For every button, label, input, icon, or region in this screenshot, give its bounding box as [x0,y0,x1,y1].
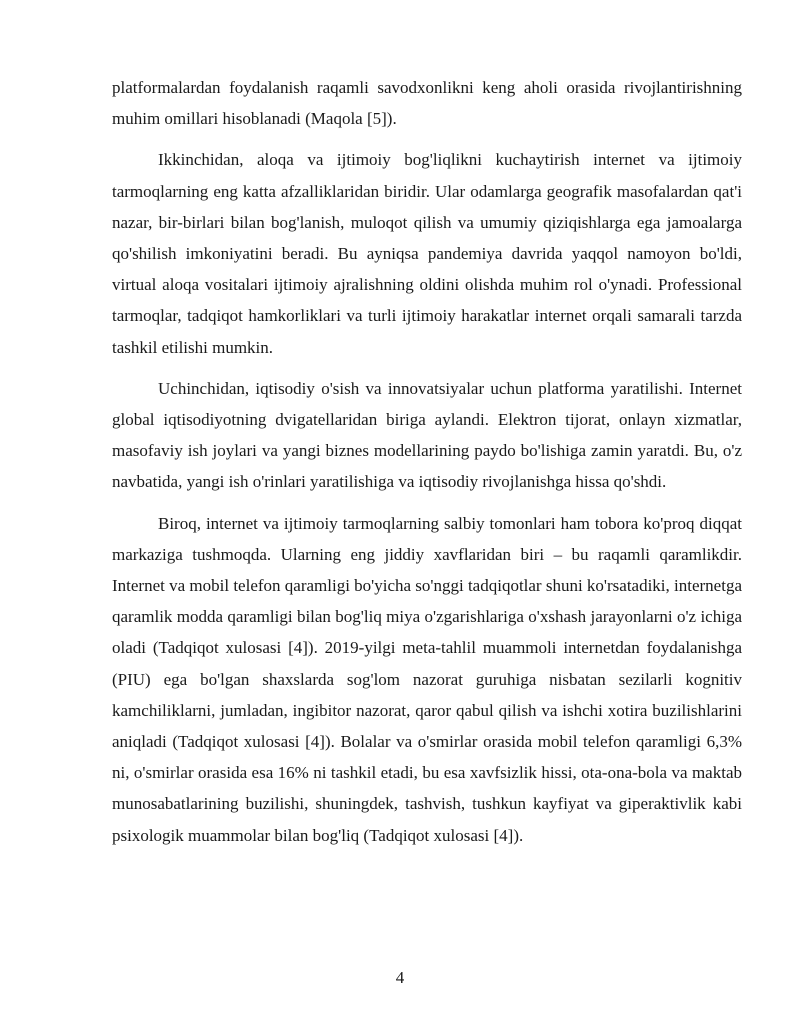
page-number: 4 [395,968,405,987]
paragraph-addiction: Biroq, internet va ijtimoiy tarmoqlarning salbiy tomonlari ham tobora ko'proq diqqat markaziga tushmoqda. Ularning eng jiddiy xavflaridan biri – bu raqamli qaramlikdir. Internet va mobil telefon qaramligi bo'yicha so'nggi tadqiqotlar shuni ko'rsatadiki, internetga qaramlik modda qaramligi bilan bog'liq miya o'zgarishlariga o'xshash jarayonlarni o'z ichiga oladi (Tadqiqot xulosasi [4]). 2019-yilgi meta-tahlil muammoli internetdan foydalanishga (PIU) ega bo'lgan shaxslarda sog'lom nazorat guruhiga nisbatan sezilarli kognitiv kamchiliklarni, jumladan, ingibitor nazorat, qaror qabul qilish va ishchi xotira buzilishlarini aniqladi (Tadqiqot xulosasi [4]). Bolalar va o'smirlar orasida mobil telefon qaramligi 6,3% ni, o'smirlar orasida esa 16% ni tashkil etadi, bu esa xavfsizlik hissi, ota-ona-bola va maktab munosabatlarining buzilishi, shuningdek, tashvish, tushkun kayfiyat va giperaktivlik kabi psixologik muammolar bilan bog'liq (Tadqiqot xulosasi [4]). [112,513,742,845]
paragraph-communication: Ikkinchidan, aloqa va ijtimoiy bog'liqlikni kuchaytirish internet va ijtimoiy tarmoqlarning eng katta afzalliklaridan biridir. Ular odamlarga geografik masofalardan qat'i nazar, bir-birlari bilan bog'lanish, muloqot qilish va umumiy qiziqishlarga ega jamoalarga qo'shilish imkoniyatini beradi. Bu ayniqsa pandemiya davrida yaqqol namoyon bo'ldi, virtual aloqa vositalari ijtimoiy ajralishning oldini olishda muhim rol o'ynadi. Professional tarmoqlar, tadqiqot hamkorliklari va turli ijtimoiy harakatlar internet orqali samarali tarzda tashkil etilishi mumkin. [112,150,742,357]
paragraph-economy: Uchinchidan, iqtisodiy o'sish va innovatsiyalar uchun platforma yaratilishi. Internet global iqtisodiyotning dvigatellaridan biriga aylandi. Elektron tijorat, onlayn xizmatlar, masofaviy ish joylari va yangi biznes modellarining paydo bo'lishiga zamin yaratdi. Bu, o'z navbatida, yangi ish o'rinlari yaratilishiga va iqtisodiy rivojlanishga hissa qo'shdi. [112,378,742,492]
paragraph-continuation: platformalardan foydalanish raqamli savodxonlikni keng aholi orasida rivojlantirishning muhim omillari hisoblanadi (Maqola [5]). [112,78,742,129]
document-body [112,72,742,861]
